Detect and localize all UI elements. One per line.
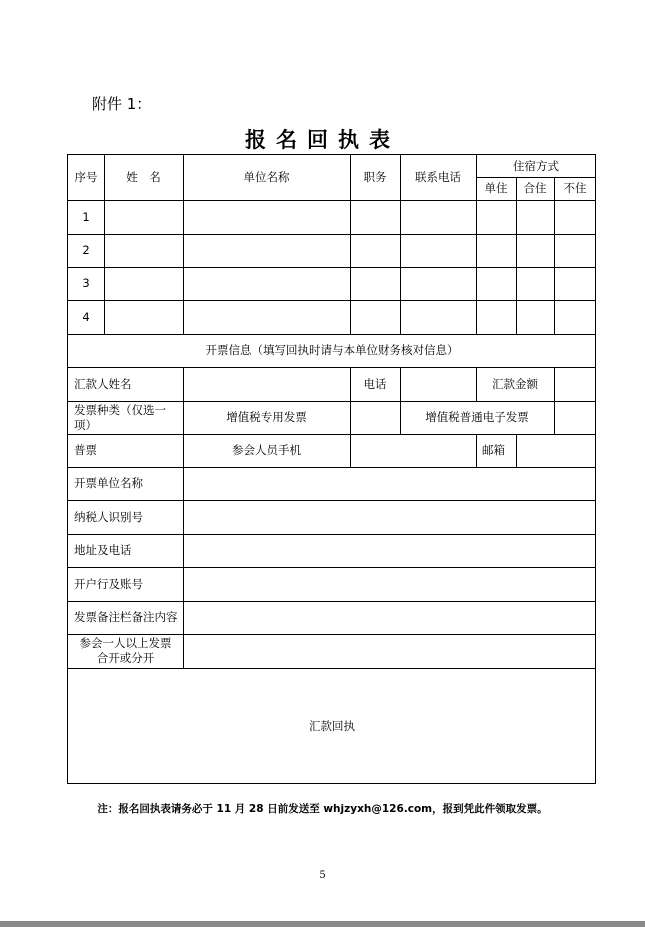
footnote: 注：报名回执表请务必于 11 月 28 日前发送至 whjzyxh@126.com，报到凭此件领取发票。 bbox=[97, 803, 548, 815]
remarks-label: 发票备注栏备注内容 bbox=[74, 610, 178, 624]
bank-account-label: 开户行及账号 bbox=[74, 576, 143, 591]
grid-line bbox=[554, 401, 555, 434]
vat-special-option: 增值税专用发票 bbox=[226, 410, 307, 424]
header-lodging-single: 单住 bbox=[484, 181, 508, 195]
row-number: 3 bbox=[82, 276, 90, 290]
phone-label: 电话 bbox=[363, 376, 387, 391]
remitter-name-label: 汇款人姓名 bbox=[74, 376, 132, 391]
bottom-bar bbox=[0, 921, 645, 927]
grid-line bbox=[516, 434, 517, 467]
invoice-info-heading: 开票信息（填写回执时请与本单位财务核对信息） bbox=[205, 343, 459, 357]
email-label: 邮箱 bbox=[482, 443, 505, 457]
header-org: 单位名称 bbox=[243, 170, 290, 184]
remittance-receipt-area: 汇款回执 bbox=[309, 718, 355, 733]
header-seq: 序号 bbox=[74, 170, 98, 184]
grid-line bbox=[400, 367, 401, 401]
page-number: 5 bbox=[319, 870, 326, 881]
taxpayer-id-label: 纳税人识别号 bbox=[74, 509, 143, 524]
normal-invoice-label: 普票 bbox=[74, 443, 97, 457]
row-number: 2 bbox=[82, 243, 90, 257]
attachment-label: 附件 1： bbox=[92, 95, 152, 113]
grid-line bbox=[183, 367, 184, 401]
row-number: 1 bbox=[82, 209, 90, 224]
header-position: 职务 bbox=[363, 170, 387, 184]
address-phone-label: 地址及电话 bbox=[74, 543, 132, 557]
row-number: 4 bbox=[82, 309, 90, 324]
header-name: 姓 名 bbox=[126, 170, 161, 184]
vat-normal-e-option: 增值税普通电子发票 bbox=[425, 410, 529, 424]
header-lodging-none: 不住 bbox=[563, 181, 587, 195]
amount-label: 汇款金额 bbox=[492, 376, 538, 391]
header-lodging-shared: 合住 bbox=[523, 181, 547, 195]
attendee-mobile-label: 参会人员手机 bbox=[232, 443, 301, 457]
multi-invoice-label: 参会一人以上发票合开或分开 bbox=[79, 636, 172, 665]
grid-line bbox=[554, 367, 555, 401]
grid-line bbox=[350, 434, 351, 467]
page-title: 报名回执表 bbox=[245, 128, 400, 152]
invoice-type-label: 发票种类（仅选一项） bbox=[74, 402, 166, 432]
registration-form-table bbox=[67, 154, 596, 784]
header-lodging: 住宿方式 bbox=[513, 158, 559, 173]
grid-line bbox=[183, 467, 184, 668]
invoice-org-name-label: 开票单位名称 bbox=[74, 476, 143, 490]
grid-line bbox=[554, 177, 555, 334]
grid-line bbox=[350, 401, 351, 434]
grid-line bbox=[516, 177, 517, 334]
header-phone: 联系电话 bbox=[415, 170, 461, 184]
